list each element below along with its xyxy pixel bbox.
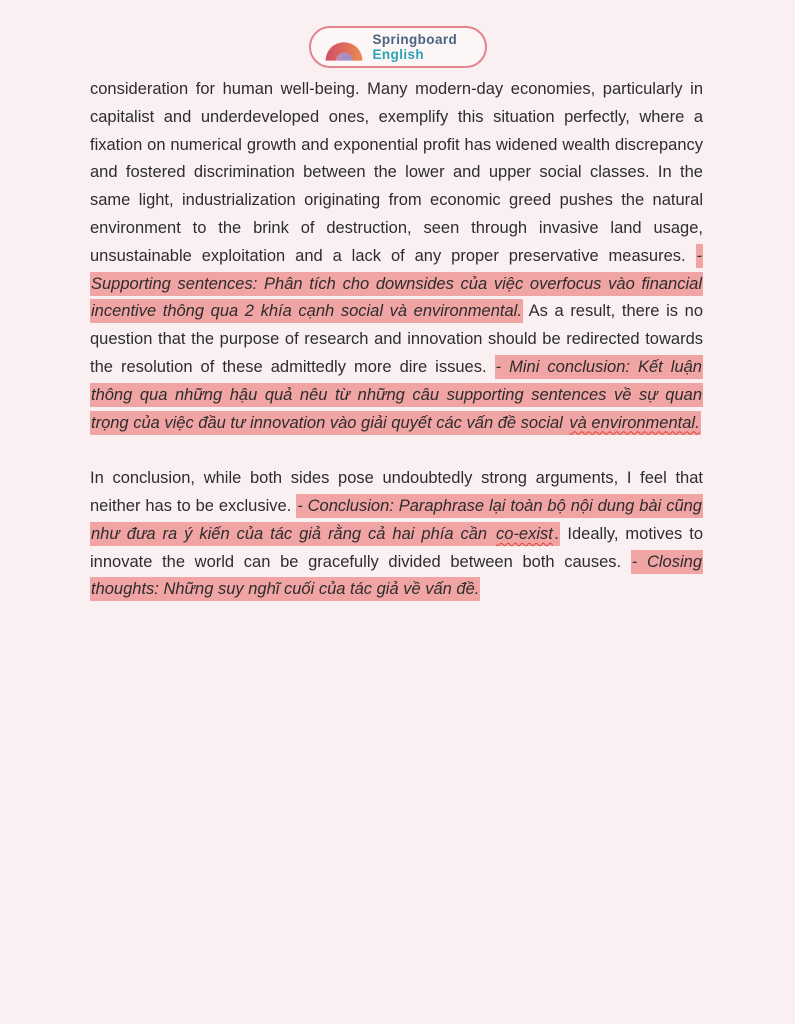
annotation-highlight: - Supporting sentences: Phân tích cho downsides của việc overfocus vào financial incentive thông qua 2 khía cạnh social và environmental. (90, 244, 703, 324)
logo-line1: Springboard (372, 32, 458, 47)
annotation-highlight: và environmental. (568, 411, 700, 435)
text-run: In conclusion, while both sides pose undoubtedly strong arguments, I feel that neither has to be exclusive. (90, 469, 703, 515)
essay-paragraph (90, 465, 703, 604)
annotation-highlight: - Closing thoughts: Những suy nghĩ cuối của tác giả về vấn đề. (90, 550, 703, 602)
springboard-english-logo (309, 26, 487, 68)
text-run: As a result, there is no question that the purpose of research and innovation should be redirected towards the resolution of these admittedly more dire issues. (90, 302, 703, 376)
essay-body (90, 76, 703, 604)
essay-paragraph (90, 76, 703, 437)
logo-text (373, 32, 458, 62)
annotation-highlight: co-exist (495, 522, 554, 546)
annotation-highlight: . (554, 522, 561, 546)
text-run: Ideally, motives to innovate the world can be gracefully divided between both causes. (90, 524, 703, 571)
annotation-highlight: - Conclusion: Paraphrase lại toàn bộ nội dung bài cũng như đưa ra ý kiến của tác giả rằng cả hai phía cần (90, 494, 703, 546)
rainbow-arch-icon (324, 33, 364, 62)
text-run: consideration for human well-being. Many modern-day economies, particularly in capitalist and underdeveloped ones, exemplify this situation perfectly, where a fixation on numerical growth and exponential profit has widened wealth discrepancy and fostered discrimination between the lower and upper social classes. In the same light, industrialization originating from economic greed pushes the natural environment to the brink of destruction, seen through invasive land usage, unsustainable exploitation and a lack of any proper preservative measures. (90, 80, 703, 265)
logo-line2: English (372, 47, 425, 62)
annotation-highlight: - Mini conclusion: Kết luận thông qua những hậu quả nêu từ những câu supporting sentences về sự quan trọng của việc đầu tư innovation vào giải quyết các vấn đề social (90, 355, 703, 435)
